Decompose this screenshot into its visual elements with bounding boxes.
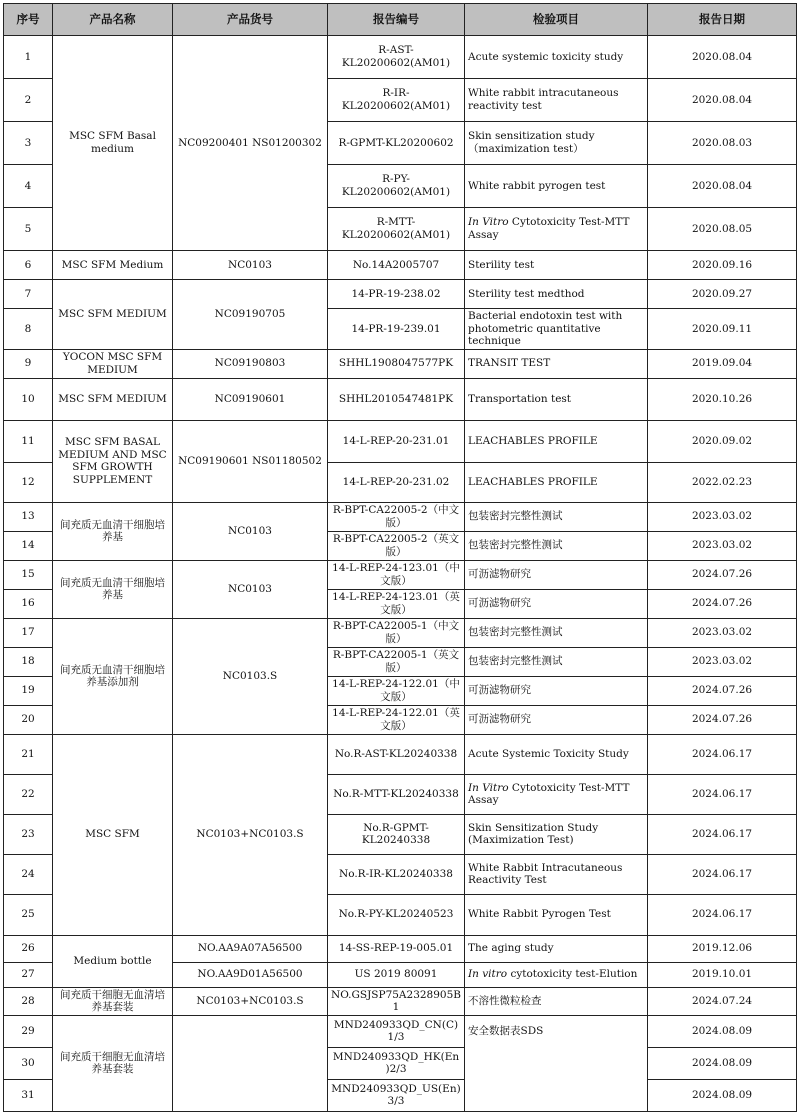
- product-name: 间充质无血清干细胞培养基: [53, 560, 173, 618]
- report-number: 14-L-REP-24-122.01（中文版）: [328, 676, 465, 705]
- test-item: The aging study: [465, 935, 648, 962]
- test-item: 包装密封完整性测试: [465, 647, 648, 676]
- test-item: Skin Sensitization Study (Maximization Test): [465, 814, 648, 854]
- table-row: [4, 420, 797, 462]
- report-number: MND240933QD_HK(En)2/3: [328, 1047, 465, 1079]
- test-item: LEACHABLES PROFILE: [465, 462, 648, 502]
- header-report-date: 报告日期: [648, 4, 797, 36]
- table-row: [4, 251, 797, 280]
- report-date: 2020.09.11: [648, 309, 797, 350]
- test-item: [465, 774, 648, 814]
- report-number: 14-SS-REP-19-005.01: [328, 935, 465, 962]
- row-number: 7: [4, 280, 53, 309]
- report-number: SHHL2010547481PK: [328, 378, 465, 420]
- report-date: 2024.08.09: [648, 1047, 797, 1079]
- report-date: 2019.09.04: [648, 349, 797, 378]
- report-date: 2024.06.17: [648, 894, 797, 935]
- report-date: 2024.06.17: [648, 774, 797, 814]
- row-number: 31: [4, 1079, 53, 1111]
- product-code: NC09190601 NS01180502: [173, 420, 328, 502]
- report-date: 2020.09.02: [648, 420, 797, 462]
- product-name: Medium bottle: [53, 935, 173, 987]
- report-number: NO.GSJSP75A2328905B1: [328, 987, 465, 1015]
- table-row: [4, 560, 797, 589]
- report-number: 14-PR-19-239.01: [328, 309, 465, 350]
- report-table: [3, 3, 797, 1112]
- report-number: R-AST-KL20200602(AM01): [328, 36, 465, 79]
- row-number: 23: [4, 814, 53, 854]
- report-number: 14-L-REP-20-231.01: [328, 420, 465, 462]
- test-item-emphasis: In Vitro: [468, 781, 509, 794]
- product-code: NC0103: [173, 502, 328, 560]
- report-number: No.R-GPMT-KL20240338: [328, 814, 465, 854]
- report-number: SHHL1908047577PK: [328, 349, 465, 378]
- row-number: 13: [4, 502, 53, 531]
- test-item-emphasis: In Vitro: [468, 216, 509, 229]
- product-code: NC09190705: [173, 280, 328, 350]
- table-row: [4, 1015, 797, 1047]
- test-item-text: Cytotoxicity Test-MTT Assay: [468, 216, 630, 241]
- row-number: 25: [4, 894, 53, 935]
- product-code: NC0103: [173, 251, 328, 280]
- report-date: 2023.03.02: [648, 502, 797, 531]
- report-date: 2020.09.16: [648, 251, 797, 280]
- header-row: [4, 4, 797, 36]
- test-item: 包装密封完整性测试: [465, 531, 648, 560]
- test-item: 包装密封完整性测试: [465, 502, 648, 531]
- report-date: 2020.09.27: [648, 280, 797, 309]
- product-code: [173, 1015, 328, 1111]
- report-number: US 2019 80091: [328, 962, 465, 987]
- row-number: 18: [4, 647, 53, 676]
- table-row: [4, 36, 797, 79]
- header-report-no: 报告编号: [328, 4, 465, 36]
- test-item: 可沥滤物研究: [465, 560, 648, 589]
- product-code: NC0103+NC0103.S: [173, 734, 328, 935]
- report-date: 2024.08.09: [648, 1015, 797, 1047]
- test-item: White Rabbit Pyrogen Test: [465, 894, 648, 935]
- table-row: [4, 618, 797, 647]
- report-date: 2024.06.17: [648, 734, 797, 774]
- report-number: 14-L-REP-24-123.01（英文版）: [328, 589, 465, 618]
- row-number: 20: [4, 705, 53, 734]
- product-code: NC09200401 NS01200302: [173, 36, 328, 251]
- report-date: 2019.12.06: [648, 935, 797, 962]
- row-number: 16: [4, 589, 53, 618]
- report-number: R-IR-KL20200602(AM01): [328, 79, 465, 122]
- report-number: R-GPMT-KL20200602: [328, 122, 465, 165]
- report-number: No.R-PY-KL20240523: [328, 894, 465, 935]
- product-name: 间充质无血清干细胞培养基: [53, 502, 173, 560]
- test-item: 可沥滤物研究: [465, 676, 648, 705]
- table-row: [4, 280, 797, 309]
- report-number: R-BPT-CA22005-2（中文版）: [328, 502, 465, 531]
- test-item: [465, 962, 648, 987]
- report-number: R-PY-KL20200602(AM01): [328, 165, 465, 208]
- product-code: NC0103+NC0103.S: [173, 987, 328, 1015]
- report-number: R-BPT-CA22005-2（英文版）: [328, 531, 465, 560]
- product-code: NO.AA9D01A56500: [173, 962, 328, 987]
- report-number: MND240933QD_CN(C)1/3: [328, 1015, 465, 1047]
- test-item: White Rabbit Intracutaneous Reactivity Test: [465, 854, 648, 894]
- test-item: 包装密封完整性测试: [465, 618, 648, 647]
- test-item: White rabbit pyrogen test: [465, 165, 648, 208]
- report-date: 2022.02.23: [648, 462, 797, 502]
- product-name: MSC SFM MEDIUM: [53, 280, 173, 350]
- report-date: 2024.06.17: [648, 814, 797, 854]
- test-item: Acute Systemic Toxicity Study: [465, 734, 648, 774]
- report-date: 2020.08.03: [648, 122, 797, 165]
- report-date: 2024.06.17: [648, 854, 797, 894]
- product-name: MSC SFM Basal medium: [53, 36, 173, 251]
- report-date: 2019.10.01: [648, 962, 797, 987]
- row-number: 4: [4, 165, 53, 208]
- row-number: 15: [4, 560, 53, 589]
- row-number: 22: [4, 774, 53, 814]
- row-number: 29: [4, 1015, 53, 1047]
- report-date: 2020.08.04: [648, 36, 797, 79]
- test-item: [465, 208, 648, 251]
- product-name: 间充质无血清干细胞培养基添加剂: [53, 618, 173, 734]
- report-number: R-BPT-CA22005-1（中文版）: [328, 618, 465, 647]
- product-name: MSC SFM Medium: [53, 251, 173, 280]
- test-item: Sterility test: [465, 251, 648, 280]
- product-code: NC09190803: [173, 349, 328, 378]
- product-name: YOCON MSC SFM MEDIUM: [53, 349, 173, 378]
- row-number: 9: [4, 349, 53, 378]
- row-number: 10: [4, 378, 53, 420]
- row-number: 26: [4, 935, 53, 962]
- report-number: MND240933QD_US(En)3/3: [328, 1079, 465, 1111]
- header-product-name: 产品名称: [53, 4, 173, 36]
- row-number: 14: [4, 531, 53, 560]
- row-number: 2: [4, 79, 53, 122]
- report-date: 2023.03.02: [648, 531, 797, 560]
- report-number: No.R-MTT-KL20240338: [328, 774, 465, 814]
- product-name: MSC SFM MEDIUM: [53, 378, 173, 420]
- test-item: LEACHABLES PROFILE: [465, 420, 648, 462]
- test-item: 可沥滤物研究: [465, 589, 648, 618]
- product-code: NC0103: [173, 560, 328, 618]
- test-item: Sterility test medthod: [465, 280, 648, 309]
- table-row: [4, 734, 797, 774]
- row-number: 11: [4, 420, 53, 462]
- row-number: 6: [4, 251, 53, 280]
- row-number: 28: [4, 987, 53, 1015]
- row-number: 12: [4, 462, 53, 502]
- report-number: R-BPT-CA22005-1（英文版）: [328, 647, 465, 676]
- header-product-code: 产品货号: [173, 4, 328, 36]
- report-date: 2024.08.09: [648, 1079, 797, 1111]
- report-date: 2020.08.04: [648, 165, 797, 208]
- report-number: 14-L-REP-24-123.01（中文版）: [328, 560, 465, 589]
- table-row: [4, 935, 797, 962]
- product-code: NC09190601: [173, 378, 328, 420]
- report-date: 2024.07.24: [648, 987, 797, 1015]
- header-no: 序号: [4, 4, 53, 36]
- test-item: 可沥滤物研究: [465, 705, 648, 734]
- row-number: 1: [4, 36, 53, 79]
- row-number: 5: [4, 208, 53, 251]
- product-name: 间充质干细胞无血清培养基套装: [53, 987, 173, 1015]
- report-date: 2020.08.05: [648, 208, 797, 251]
- test-item-text: cytotoxicity test-Elution: [507, 968, 638, 981]
- row-number: 8: [4, 309, 53, 350]
- test-item: Skin sensitization study （maximization test）: [465, 122, 648, 165]
- report-number: 14-L-REP-24-122.01（英文版）: [328, 705, 465, 734]
- test-item: 安全数据表SDS: [465, 1015, 648, 1111]
- table-row: [4, 349, 797, 378]
- report-date: 2024.07.26: [648, 589, 797, 618]
- product-name: 间充质干细胞无血清培养基套装: [53, 1015, 173, 1111]
- row-number: 21: [4, 734, 53, 774]
- table-row: [4, 378, 797, 420]
- product-code: NC0103.S: [173, 618, 328, 734]
- test-item-text: Cytotoxicity Test-MTT Assay: [468, 781, 630, 807]
- test-item: Bacterial endotoxin test with photometric quantitative technique: [465, 309, 648, 350]
- row-number: 17: [4, 618, 53, 647]
- test-item: Acute systemic toxicity study: [465, 36, 648, 79]
- product-name: MSC SFM: [53, 734, 173, 935]
- table-row: [4, 502, 797, 531]
- report-number: 14-L-REP-20-231.02: [328, 462, 465, 502]
- report-date: 2023.03.02: [648, 647, 797, 676]
- product-name: MSC SFM BASAL MEDIUM AND MSC SFM GROWTH SUPPLEMENT: [53, 420, 173, 502]
- report-number: No.14A2005707: [328, 251, 465, 280]
- row-number: 24: [4, 854, 53, 894]
- test-item: White rabbit intracutaneous reactivity test: [465, 79, 648, 122]
- row-number: 19: [4, 676, 53, 705]
- report-number: 14-PR-19-238.02: [328, 280, 465, 309]
- row-number: 3: [4, 122, 53, 165]
- report-date: 2020.10.26: [648, 378, 797, 420]
- product-code: NO.AA9A07A56500: [173, 935, 328, 962]
- test-item: 不溶性微粒检查: [465, 987, 648, 1015]
- test-item: Transportation test: [465, 378, 648, 420]
- report-number: No.R-AST-KL20240338: [328, 734, 465, 774]
- report-date: 2020.08.04: [648, 79, 797, 122]
- test-item: TRANSIT TEST: [465, 349, 648, 378]
- test-item-emphasis: In vitro: [468, 968, 508, 981]
- report-date: 2024.07.26: [648, 676, 797, 705]
- header-test-item: 检验项目: [465, 4, 648, 36]
- report-date: 2024.07.26: [648, 560, 797, 589]
- report-date: 2024.07.26: [648, 705, 797, 734]
- table-row: [4, 987, 797, 1015]
- report-date: 2023.03.02: [648, 618, 797, 647]
- row-number: 27: [4, 962, 53, 987]
- row-number: 30: [4, 1047, 53, 1079]
- report-number: No.R-IR-KL20240338: [328, 854, 465, 894]
- report-number: R-MTT-KL20200602(AM01): [328, 208, 465, 251]
